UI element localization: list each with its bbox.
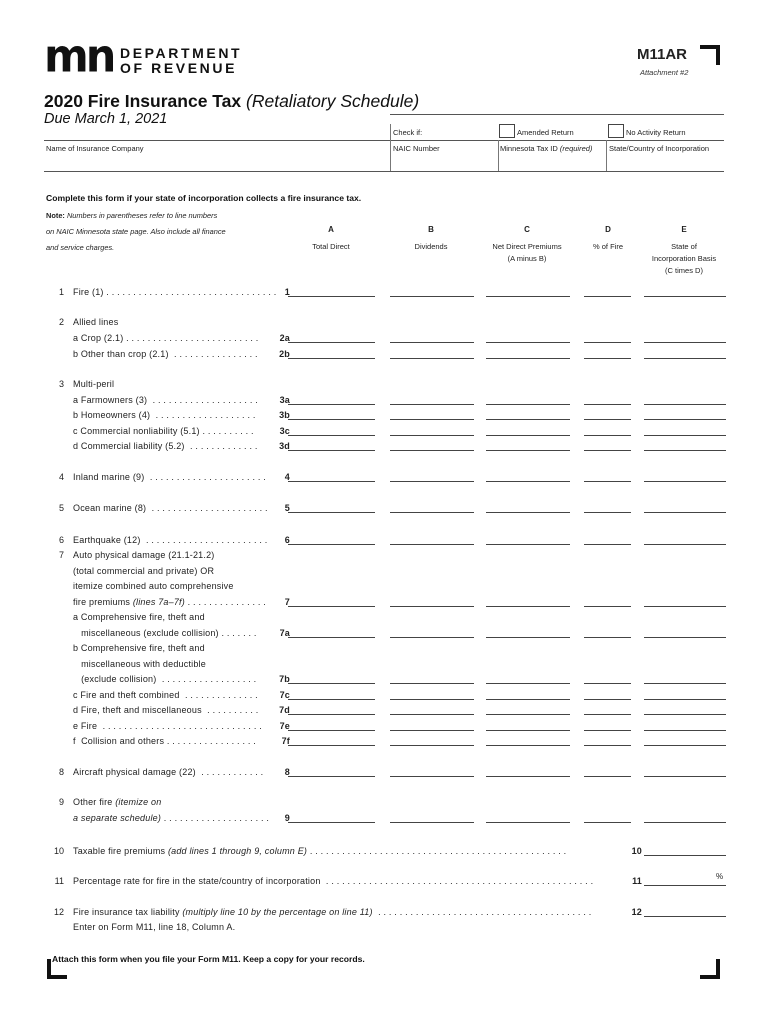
line-number: 8: [58, 767, 64, 777]
line-l7e-col-b-field[interactable]: [390, 730, 474, 731]
line-l3d-col-b-field[interactable]: [390, 450, 474, 451]
line-l8-col-c-field[interactable]: [486, 776, 570, 777]
line-ref: 8: [284, 767, 290, 777]
amended-return-label: Amended Return: [517, 128, 574, 137]
line-l3b-col-a-field[interactable]: [288, 419, 375, 420]
line-number: 12: [53, 907, 64, 917]
line-l6-col-c-field[interactable]: [486, 544, 570, 545]
required-note: (required): [559, 144, 593, 153]
line-l7f-col-d-field[interactable]: [584, 745, 631, 746]
line-l1-col-d-field[interactable]: [584, 296, 631, 297]
line-label: (total commercial and private) OR: [73, 566, 215, 576]
column-c-line2: (A minus B): [507, 254, 547, 263]
line-l3c-col-a-field[interactable]: [288, 435, 375, 436]
note-line3: and service charges.: [46, 243, 115, 252]
line-label: a Comprehensive fire, theft and: [73, 612, 205, 622]
line-ref: 3c: [279, 426, 290, 436]
line-l4-col-b-field[interactable]: [390, 481, 474, 482]
line-l1-col-b-field[interactable]: [390, 296, 474, 297]
corner-mark-bottom-right: [700, 959, 720, 979]
corner-mark-top-right: [700, 45, 720, 65]
line-label: b Homeowners (4) . . . . . . . . . . . . . . . . . . .: [73, 410, 256, 420]
divider: [498, 140, 499, 171]
line-l8-col-d-field[interactable]: [584, 776, 631, 777]
line-l3a-col-d-field[interactable]: [584, 404, 631, 405]
line-l1-col-c-field[interactable]: [486, 296, 570, 297]
line-l7e-col-c-field[interactable]: [486, 730, 570, 731]
line-label: Auto physical damage (21.1-21.2): [73, 550, 215, 560]
line-9-label-cont: [73, 813, 269, 823]
line-l5-col-b-field[interactable]: [390, 512, 474, 513]
line-l12-label: [73, 907, 618, 917]
line-l3a-col-c-field[interactable]: [486, 404, 570, 405]
line-l11-label: [73, 876, 618, 886]
line-9-col-c-field[interactable]: [486, 822, 570, 823]
footer-instructions: Attach this form when you file your Form M11. Keep a copy for your records.: [52, 954, 365, 964]
line-9-dots: . . . . . . . . . . . . . . . . . . . .: [161, 813, 270, 823]
line-number: 7: [58, 550, 64, 560]
line-label: Fire (1) . . . . . . . . . . . . . . . . . . . . . . . . . . . . . . . .: [73, 287, 277, 297]
line-l7b3-col-a-field[interactable]: [288, 683, 375, 684]
line-l7d-col-b-field[interactable]: [390, 714, 474, 715]
line-l7b3-col-b-field[interactable]: [390, 683, 474, 684]
line-l4-col-e-field[interactable]: [644, 481, 726, 482]
line-l3c-col-d-field[interactable]: [584, 435, 631, 436]
line-ref: 2b: [279, 349, 290, 359]
line-l7c-col-d-field[interactable]: [584, 699, 631, 700]
column-c-letter: C: [524, 225, 530, 234]
line-ref: 7a: [279, 628, 290, 638]
line-9-col-b-field[interactable]: [390, 822, 474, 823]
line-l7f-col-c-field[interactable]: [486, 745, 570, 746]
line-l7b3-col-c-field[interactable]: [486, 683, 570, 684]
due-date: Due March 1, 2021: [44, 111, 168, 127]
percent-sign: %: [716, 872, 724, 881]
line-label: itemize combined auto comprehensive: [73, 581, 234, 591]
line-l2b-col-a-field[interactable]: [288, 358, 375, 359]
line-l12-subtext: Enter on Form M11, line 18, Column A.: [73, 922, 236, 932]
no-activity-checkbox[interactable]: [608, 124, 624, 138]
line-label: Multi-peril: [73, 379, 115, 389]
line-l11-field[interactable]: [644, 885, 726, 886]
line-l7d-col-e-field[interactable]: [644, 714, 726, 715]
line-l7d-col-c-field[interactable]: [486, 714, 570, 715]
form-number: M11AR: [637, 46, 688, 63]
line-l7a2-col-c-field[interactable]: [486, 637, 570, 638]
line-l8-col-a-field[interactable]: [288, 776, 375, 777]
note-line1: [46, 208, 226, 224]
column-b-letter: B: [428, 225, 434, 234]
line-l7f-col-a-field[interactable]: [288, 745, 375, 746]
line-l12-field[interactable]: [644, 916, 726, 917]
note-label: Note:: [46, 211, 65, 220]
line-label: Ocean marine (8) . . . . . . . . . . . . . . . . . . . . . .: [73, 503, 268, 513]
mn-tax-id-text: Minnesota Tax ID: [500, 144, 558, 153]
line-l3a-col-e-field[interactable]: [644, 404, 726, 405]
line-l10-label: [73, 846, 618, 856]
amended-return-checkbox[interactable]: [499, 124, 515, 138]
line-number: 3: [58, 379, 64, 389]
line-number: 5: [58, 503, 64, 513]
line-l5-col-d-field[interactable]: [584, 512, 631, 513]
column-d-letter: D: [605, 225, 611, 234]
line-l7a2-col-b-field[interactable]: [390, 637, 474, 638]
line-l6-col-e-field[interactable]: [644, 544, 726, 545]
line-l7f-col-e-field[interactable]: [644, 745, 726, 746]
line-label: d Fire, theft and miscellaneous . . . . . . . . . .: [73, 705, 259, 715]
line-l2b-col-b-field[interactable]: [390, 358, 474, 359]
department-name: [120, 46, 242, 76]
state-country-label: State/Country of Incorporation: [609, 144, 710, 153]
line-l3c-col-e-field[interactable]: [644, 435, 726, 436]
column-c-line1: Net Direct Premiums: [492, 242, 562, 251]
line-l8-col-b-field[interactable]: [390, 776, 474, 777]
line-l3d-col-e-field[interactable]: [644, 450, 726, 451]
line-7-italic: (lines 7a–7f): [132, 597, 185, 607]
line-label: d Commercial liability (5.2) . . . . . . . . . . . . .: [73, 441, 258, 451]
line-italic: (multiply line 10 by the percentage on line 11): [182, 907, 373, 917]
line-label: c Commercial nonliability (5.1) . . . . . . . . . .: [73, 426, 254, 436]
rule: [44, 171, 724, 172]
line-l3b-col-b-field[interactable]: [390, 419, 474, 420]
line-7-col-a-field[interactable]: [288, 606, 375, 607]
instructions-main: Complete this form if your state of incorporation collects a fire insurance tax.: [46, 193, 362, 203]
line-label: Allied lines: [73, 317, 119, 327]
line-ref: 6: [284, 535, 290, 545]
line-l7d-col-d-field[interactable]: [584, 714, 631, 715]
line-9-text: Other fire: [73, 797, 116, 807]
line-label: b Comprehensive fire, theft and: [73, 643, 205, 653]
line-7-col-d-field[interactable]: [584, 606, 631, 607]
column-a-heading: Total Direct: [312, 242, 350, 251]
line-ref: 7f: [281, 736, 290, 746]
line-l3b-col-e-field[interactable]: [644, 419, 726, 420]
line-l6-col-b-field[interactable]: [390, 544, 474, 545]
line-l8-col-e-field[interactable]: [644, 776, 726, 777]
column-a-letter: A: [328, 225, 334, 234]
naic-number-label: NAIC Number: [393, 144, 440, 153]
line-label: (exclude collision) . . . . . . . . . . . . . . . . . .: [73, 674, 257, 684]
line-l3b-col-c-field[interactable]: [486, 419, 570, 420]
column-b-heading: Dividends: [414, 242, 448, 251]
line-ref: 12: [631, 907, 642, 917]
title-italic: (Retaliatory Schedule): [246, 91, 420, 111]
line-l2a-col-c-field[interactable]: [486, 342, 570, 343]
line-ref: 5: [284, 503, 290, 513]
line-label: c Fire and theft combined . . . . . . . . . . . . . .: [73, 690, 258, 700]
attachment-number: Attachment #2: [640, 68, 689, 77]
no-activity-label: No Activity Return: [626, 128, 686, 137]
line-l7c-col-c-field[interactable]: [486, 699, 570, 700]
line-label: e Fire . . . . . . . . . . . . . . . . . . . . . . . . . . . . . .: [73, 721, 262, 731]
line-ref: 3b: [279, 410, 290, 420]
line-7-text: fire premiums: [73, 597, 133, 607]
line-label: Aircraft physical damage (22) . . . . . . . . . . . .: [73, 767, 264, 777]
line-text: Percentage rate for fire in the state/country of incorporation . . . . . . . . . . . . . . . . . . . . . . . . . . . . . . . . . . . . . . . . . . . . . . . . . .: [73, 876, 594, 886]
line-l3c-col-c-field[interactable]: [486, 435, 570, 436]
divider: [390, 124, 391, 171]
line-9-italic-cont: a separate schedule): [73, 813, 162, 823]
line-number: 9: [58, 797, 64, 807]
page-title: [44, 91, 419, 112]
line-label: miscellaneous (exclude collision) . . . . . . .: [73, 628, 257, 638]
line-l2b-col-c-field[interactable]: [486, 358, 570, 359]
divider: [606, 140, 607, 171]
line-ref: 7b: [279, 674, 290, 684]
line-7-dots: . . . . . . . . . . . . . . .: [184, 597, 266, 607]
line-l4-col-d-field[interactable]: [584, 481, 631, 482]
line-ref: 3d: [279, 441, 290, 451]
instructions-note: [46, 208, 226, 256]
line-l3d-col-d-field[interactable]: [584, 450, 631, 451]
line-l1-col-a-field[interactable]: [288, 296, 375, 297]
note-line1-text: Numbers in parentheses refer to line numbers: [66, 211, 218, 220]
line-l7a2-col-a-field[interactable]: [288, 637, 375, 638]
line-l2a-col-e-field[interactable]: [644, 342, 726, 343]
line-l1-col-e-field[interactable]: [644, 296, 726, 297]
line-dots: . . . . . . . . . . . . . . . . . . . . . . . . . . . . . . . . . . . . . . . . . . . . . . . .: [307, 846, 567, 856]
line-label: Earthquake (12) . . . . . . . . . . . . . . . . . . . . . . .: [73, 535, 268, 545]
line-text: Fire insurance tax liability: [73, 907, 183, 917]
line-l5-col-e-field[interactable]: [644, 512, 726, 513]
line-l3a-col-b-field[interactable]: [390, 404, 474, 405]
line-9-col-e-field[interactable]: [644, 822, 726, 823]
line-l3c-col-b-field[interactable]: [390, 435, 474, 436]
line-number: 1: [58, 287, 64, 297]
note-line2: on NAIC Minnesota state page. Also include all finance: [46, 227, 226, 236]
line-number: 2: [58, 317, 64, 327]
line-ref: 11: [632, 876, 642, 886]
line-l7c-col-e-field[interactable]: [644, 699, 726, 700]
line-text: Taxable fire premiums: [73, 846, 168, 856]
column-e-line1: State of: [671, 242, 697, 251]
line-l2a-col-b-field[interactable]: [390, 342, 474, 343]
line-l7b3-col-d-field[interactable]: [584, 683, 631, 684]
line-l10-field[interactable]: [644, 855, 726, 856]
line-l7a2-col-e-field[interactable]: [644, 637, 726, 638]
line-l7c-col-a-field[interactable]: [288, 699, 375, 700]
title-bold: 2020 Fire Insurance Tax: [44, 91, 242, 111]
line-label: Inland marine (9) . . . . . . . . . . . . . . . . . . . . . .: [73, 472, 266, 482]
line-l7e-col-e-field[interactable]: [644, 730, 726, 731]
check-if-label: Check if:: [393, 128, 423, 137]
line-l7c-col-b-field[interactable]: [390, 699, 474, 700]
rule: [44, 140, 724, 141]
line-l2a-col-d-field[interactable]: [584, 342, 631, 343]
line-l7a2-col-d-field[interactable]: [584, 637, 631, 638]
line-label: a Farmowners (3) . . . . . . . . . . . . . . . . . . . .: [73, 395, 258, 405]
line-l6-col-d-field[interactable]: [584, 544, 631, 545]
line-l6-col-a-field[interactable]: [288, 544, 375, 545]
column-c-heading: [482, 241, 572, 265]
line-ref: 7: [284, 597, 290, 607]
line-number: 11: [54, 876, 64, 886]
line-ref: 7d: [279, 705, 290, 715]
line-number: 4: [58, 472, 64, 482]
line-ref: 10: [631, 846, 642, 856]
line-l3d-col-a-field[interactable]: [288, 450, 375, 451]
line-ref: 2a: [279, 333, 290, 343]
line-7-col-c-field[interactable]: [486, 606, 570, 607]
line-l3b-col-d-field[interactable]: [584, 419, 631, 420]
line-label: a Crop (2.1) . . . . . . . . . . . . . . . . . . . . . . . . .: [73, 333, 259, 343]
line-l7e-col-a-field[interactable]: [288, 730, 375, 731]
rule: [390, 114, 724, 115]
mn-logo-mark: mn: [44, 30, 114, 84]
line-l7d-col-a-field[interactable]: [288, 714, 375, 715]
line-9-italic: (itemize on: [115, 797, 162, 807]
column-e-letter: E: [681, 225, 687, 234]
line-l2a-col-a-field[interactable]: [288, 342, 375, 343]
line-number: 6: [58, 535, 64, 545]
column-d-heading: % of Fire: [592, 242, 623, 251]
line-ref: 3a: [279, 395, 290, 405]
line-l3a-col-a-field[interactable]: [288, 404, 375, 405]
dept-line2: OF REVENUE: [120, 60, 238, 76]
line-l7b3-col-e-field[interactable]: [644, 683, 726, 684]
mn-tax-id-label: [500, 144, 592, 153]
line-l3d-col-c-field[interactable]: [486, 450, 570, 451]
line-7-total-label: [73, 597, 266, 607]
line-ref: 7e: [279, 721, 290, 731]
company-name-label: Name of Insurance Company: [46, 144, 144, 153]
line-l2b-col-e-field[interactable]: [644, 358, 726, 359]
line-number: 10: [53, 846, 64, 856]
line-l4-col-a-field[interactable]: [288, 481, 375, 482]
line-l2b-col-d-field[interactable]: [584, 358, 631, 359]
line-italic: (add lines 1 through 9, column E): [167, 846, 308, 856]
dept-line1: DEPARTMENT: [120, 45, 243, 61]
line-9-col-a-field[interactable]: [288, 822, 375, 823]
line-label: miscellaneous with deductible: [73, 659, 206, 669]
line-ref: 4: [284, 472, 290, 482]
line-l7f-col-b-field[interactable]: [390, 745, 474, 746]
line-dots: . . . . . . . . . . . . . . . . . . . . . . . . . . . . . . . . . . . . . . . .: [372, 907, 592, 917]
line-9-label: [73, 797, 161, 807]
column-e-line3: (C times D): [665, 266, 703, 275]
column-e-line2: Incorporation Basis: [651, 254, 717, 263]
line-label: b Other than crop (2.1) . . . . . . . . . . . . . . . .: [73, 349, 258, 359]
line-ref: 1: [284, 287, 290, 297]
line-7-col-b-field[interactable]: [390, 606, 474, 607]
line-7-col-e-field[interactable]: [644, 606, 726, 607]
line-ref: 7c: [279, 690, 290, 700]
line-9-col-d-field[interactable]: [584, 822, 631, 823]
line-l5-col-a-field[interactable]: [288, 512, 375, 513]
line-label: f Collision and others . . . . . . . . . . . . . . . . .: [73, 736, 256, 746]
line-l4-col-c-field[interactable]: [486, 481, 570, 482]
line-l5-col-c-field[interactable]: [486, 512, 570, 513]
line-l7e-col-d-field[interactable]: [584, 730, 631, 731]
line-ref: 9: [284, 813, 290, 823]
column-e-heading: [639, 241, 729, 277]
